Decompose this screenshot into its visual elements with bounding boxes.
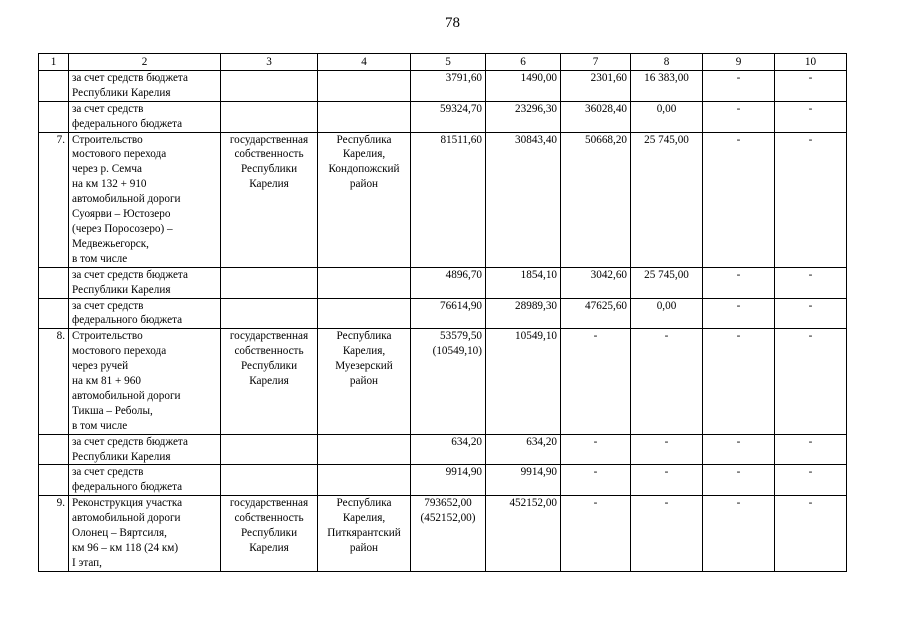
value-cell: -: [561, 434, 631, 465]
row-number: [39, 70, 69, 101]
value-cell: 53579,50 (10549,10): [411, 329, 486, 434]
value-cell: 50668,20: [561, 132, 631, 267]
value-cell: 634,20: [486, 434, 561, 465]
item-description: за счет средств бюджета Республики Карелия: [69, 70, 221, 101]
column-header: 9: [703, 54, 775, 71]
table-row: [39, 496, 847, 572]
value-cell: 0,00: [631, 101, 703, 132]
value-cell: 25 745,00: [631, 132, 703, 267]
ownership-cell: [221, 101, 318, 132]
page-number: 78: [445, 15, 460, 31]
value-cell: -: [703, 298, 775, 329]
value-cell: 0,00: [631, 298, 703, 329]
value-cell: -: [561, 465, 631, 496]
row-number: [39, 298, 69, 329]
value-cell: 23296,30: [486, 101, 561, 132]
row-number: [39, 267, 69, 298]
value-cell: 30843,40: [486, 132, 561, 267]
location-cell: [318, 298, 411, 329]
value-cell: 793652,00 (452152,00): [411, 496, 486, 572]
value-cell: 9914,90: [486, 465, 561, 496]
table-row: [39, 132, 847, 267]
table-row: [39, 298, 847, 329]
value-cell: -: [561, 496, 631, 572]
value-cell: 1854,10: [486, 267, 561, 298]
value-cell: 10549,10: [486, 329, 561, 434]
column-header: 2: [69, 54, 221, 71]
item-description: за счет средств федерального бюджета: [69, 101, 221, 132]
value-cell: -: [703, 132, 775, 267]
value-cell: 2301,60: [561, 70, 631, 101]
item-description: за счет средств федерального бюджета: [69, 465, 221, 496]
location-cell: Республика Карелия, Питкярантский район: [318, 496, 411, 572]
item-description: за счет средств бюджета Республики Карелия: [69, 267, 221, 298]
value-cell: -: [631, 329, 703, 434]
header-row: [39, 54, 847, 71]
column-header: 8: [631, 54, 703, 71]
column-header: 1: [39, 54, 69, 71]
ownership-cell: [221, 267, 318, 298]
value-cell: 1490,00: [486, 70, 561, 101]
table-row: [39, 465, 847, 496]
column-header: 7: [561, 54, 631, 71]
value-cell: 25 745,00: [631, 267, 703, 298]
value-cell: -: [703, 267, 775, 298]
value-cell: 81511,60: [411, 132, 486, 267]
value-cell: 3042,60: [561, 267, 631, 298]
row-number: 9.: [39, 496, 69, 572]
location-cell: [318, 465, 411, 496]
location-cell: Республика Карелия, Кондопожский район: [318, 132, 411, 267]
item-description: Реконструкция участка автомобильной дороги Олонец – Вяртсиля, км 96 – км 118 (24 км) I этап,: [69, 496, 221, 572]
location-cell: [318, 434, 411, 465]
value-cell: -: [703, 329, 775, 434]
value-cell: -: [775, 329, 847, 434]
value-cell: -: [703, 434, 775, 465]
value-cell: 4896,70: [411, 267, 486, 298]
value-cell: -: [775, 465, 847, 496]
value-cell: -: [775, 101, 847, 132]
ownership-cell: государственная собственность Республики Карелия: [221, 329, 318, 434]
ownership-cell: [221, 434, 318, 465]
value-cell: 76614,90: [411, 298, 486, 329]
ownership-cell: [221, 298, 318, 329]
row-number: [39, 434, 69, 465]
value-cell: 59324,70: [411, 101, 486, 132]
column-header: 10: [775, 54, 847, 71]
value-cell: 3791,60: [411, 70, 486, 101]
value-cell: -: [703, 101, 775, 132]
table-row: [39, 70, 847, 101]
value-cell: -: [631, 496, 703, 572]
row-number: 7.: [39, 132, 69, 267]
value-cell: 452152,00: [486, 496, 561, 572]
table-row: [39, 434, 847, 465]
value-cell: -: [561, 329, 631, 434]
table-row: [39, 329, 847, 434]
value-cell: -: [703, 465, 775, 496]
row-number: [39, 465, 69, 496]
row-number: [39, 101, 69, 132]
value-cell: -: [775, 298, 847, 329]
value-cell: -: [631, 465, 703, 496]
value-cell: -: [775, 132, 847, 267]
value-cell: 47625,60: [561, 298, 631, 329]
table-row: [39, 101, 847, 132]
location-cell: Республика Карелия, Муезерский район: [318, 329, 411, 434]
value-cell: 9914,90: [411, 465, 486, 496]
value-cell: -: [775, 267, 847, 298]
value-cell: -: [631, 434, 703, 465]
budget-table: [38, 53, 847, 572]
value-cell: -: [703, 70, 775, 101]
value-cell: 16 383,00: [631, 70, 703, 101]
ownership-cell: государственная собственность Республики Карелия: [221, 132, 318, 267]
column-header: 4: [318, 54, 411, 71]
location-cell: [318, 70, 411, 101]
ownership-cell: государственная собственность Республики Карелия: [221, 496, 318, 572]
item-description: Строительство мостового перехода через р. Семча на км 132 + 910 автомобильной дороги Суоярви – Юстозеро (через Поросозеро) – Медвежьегорск, в том числе: [69, 132, 221, 267]
location-cell: [318, 267, 411, 298]
value-cell: -: [703, 496, 775, 572]
ownership-cell: [221, 465, 318, 496]
value-cell: -: [775, 434, 847, 465]
item-description: за счет средств федерального бюджета: [69, 298, 221, 329]
row-number: 8.: [39, 329, 69, 434]
ownership-cell: [221, 70, 318, 101]
location-cell: [318, 101, 411, 132]
value-cell: 28989,30: [486, 298, 561, 329]
column-header: 6: [486, 54, 561, 71]
table-row: [39, 267, 847, 298]
column-header: 5: [411, 54, 486, 71]
column-header: 3: [221, 54, 318, 71]
item-description: Строительство мостового перехода через ручей на км 81 + 960 автомобильной дороги Тикша – Реболы, в том числе: [69, 329, 221, 434]
item-description: за счет средств бюджета Республики Карелия: [69, 434, 221, 465]
value-cell: 634,20: [411, 434, 486, 465]
value-cell: -: [775, 496, 847, 572]
value-cell: 36028,40: [561, 101, 631, 132]
value-cell: -: [775, 70, 847, 101]
